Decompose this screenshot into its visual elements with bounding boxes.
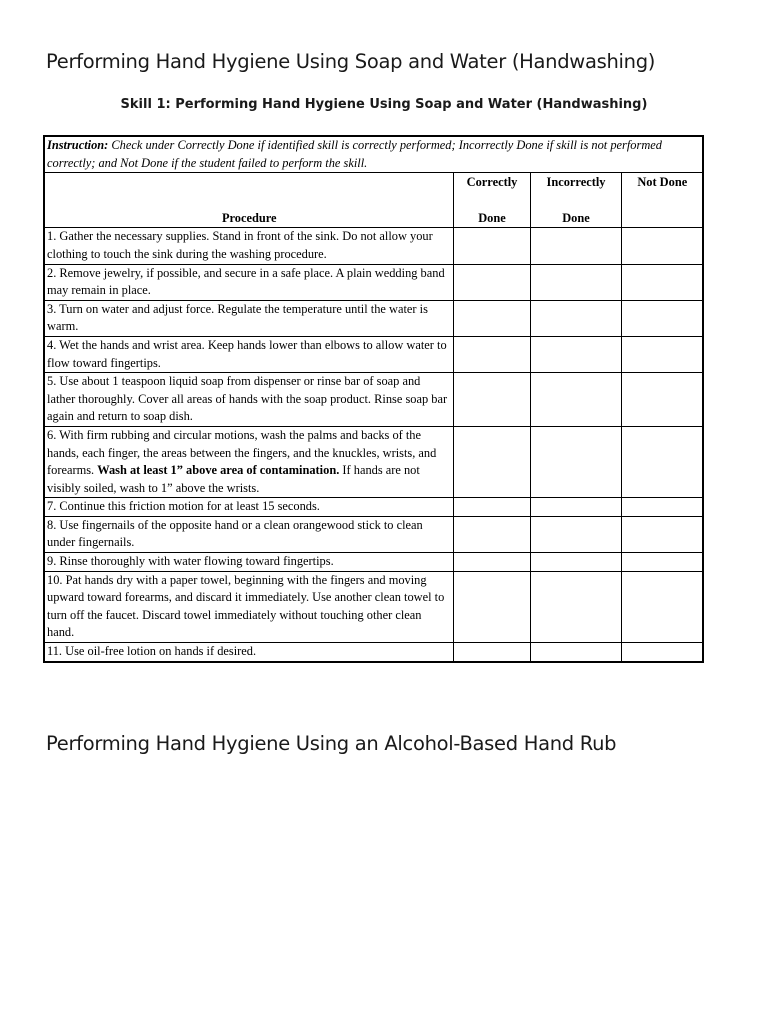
step-text: 9. Rinse thoroughly with water flowing toward fingertips. (44, 553, 453, 572)
incorrectly-done-cell[interactable] (530, 373, 621, 427)
incorrectly-done-cell[interactable] (530, 426, 621, 497)
step-row (44, 228, 703, 264)
header-correctly-line1: Correctly (466, 175, 518, 190)
step-row (44, 426, 703, 497)
not-done-cell[interactable] (621, 643, 703, 662)
not-done-cell[interactable] (621, 516, 703, 552)
not-done-cell[interactable] (621, 228, 703, 264)
step-text: 10. Pat hands dry with a paper towel, beginning with the fingers and moving upward toward forearms, and discard it immediately. Use another clean towel to turn off the faucet. Discard towel immediately without touching other clean hand. (44, 571, 453, 642)
header-correctly-done (453, 173, 530, 228)
correctly-done-cell[interactable] (453, 516, 530, 552)
correctly-done-cell[interactable] (453, 336, 530, 372)
step-row (44, 336, 703, 372)
incorrectly-done-cell[interactable] (530, 643, 621, 662)
not-done-cell[interactable] (621, 498, 703, 517)
correctly-done-cell[interactable] (453, 426, 530, 497)
not-done-cell[interactable] (621, 264, 703, 300)
incorrectly-done-cell[interactable] (530, 516, 621, 552)
not-done-cell[interactable] (621, 553, 703, 572)
incorrectly-done-cell[interactable] (530, 264, 621, 300)
not-done-cell[interactable] (621, 300, 703, 336)
instruction-label: Instruction: (47, 138, 109, 152)
header-incorrectly-done (530, 173, 621, 228)
incorrectly-done-cell[interactable] (530, 553, 621, 572)
incorrectly-done-cell[interactable] (530, 571, 621, 642)
correctly-done-cell[interactable] (453, 643, 530, 662)
step-text: 1. Gather the necessary supplies. Stand in front of the sink. Do not allow your clothing to touch the sink during the washing procedure. (44, 228, 453, 264)
step-text: 8. Use fingernails of the opposite hand or a clean orangewood stick to clean under fingernails. (44, 516, 453, 552)
correctly-done-cell[interactable] (453, 498, 530, 517)
step-row (44, 553, 703, 572)
step-row (44, 643, 703, 662)
step-text: 5. Use about 1 teaspoon liquid soap from dispenser or rinse bar of soap and lather thoroughly. Cover all areas of hands with the soap product. Rinse soap bar again and return to soap dish. (44, 373, 453, 427)
step-text: 11. Use oil-free lotion on hands if desired. (44, 643, 453, 662)
correctly-done-cell[interactable] (453, 300, 530, 336)
step-text: 7. Continue this friction motion for at least 15 seconds. (44, 498, 453, 517)
correctly-done-cell[interactable] (453, 571, 530, 642)
incorrectly-done-cell[interactable] (530, 336, 621, 372)
header-incorrectly-line2: Done (562, 210, 590, 225)
header-not-done (621, 173, 703, 228)
step-row (44, 373, 703, 427)
step-text: 2. Remove jewelry, if possible, and secure in a safe place. A plain wedding band may remain in place. (44, 264, 453, 300)
step-row (44, 498, 703, 517)
step-row (44, 300, 703, 336)
step-row (44, 516, 703, 552)
step-text (44, 426, 453, 497)
incorrectly-done-cell[interactable] (530, 228, 621, 264)
not-done-cell[interactable] (621, 426, 703, 497)
step-row (44, 571, 703, 642)
instruction-row (44, 136, 703, 173)
header-correctly-line2: Done (478, 210, 506, 225)
not-done-cell[interactable] (621, 571, 703, 642)
correctly-done-cell[interactable] (453, 373, 530, 427)
header-not-done-text: Not Done (637, 175, 688, 190)
correctly-done-cell[interactable] (453, 228, 530, 264)
step-row (44, 264, 703, 300)
step-6-text-bold: Wash at least 1” above area of contamination. (97, 463, 340, 478)
section-title-alcohol-hand-rub: Performing Hand Hygiene Using an Alcohol-Based Hand Rub (46, 732, 617, 755)
step-text: 3. Turn on water and adjust force. Regulate the temperature until the water is warm. (44, 300, 453, 336)
incorrectly-done-cell[interactable] (530, 300, 621, 336)
step-text: 4. Wet the hands and wrist area. Keep hands lower than elbows to allow water to flow toward fingertips. (44, 336, 453, 372)
header-row (44, 173, 703, 228)
header-incorrectly-line1: Incorrectly (546, 175, 606, 190)
step-6-text-b: If hands are not visibly soiled, wash to 1” above the wrists. (47, 463, 420, 495)
page-title: Performing Hand Hygiene Using Soap and Water (Handwashing) (46, 50, 656, 73)
skill-heading (0, 97, 768, 112)
header-procedure: Procedure (44, 173, 453, 228)
skill-heading-text: Skill 1: Performing Hand Hygiene Using Soap and Water (Handwashing) (120, 97, 648, 112)
correctly-done-cell[interactable] (453, 264, 530, 300)
step-6-text-a: 6. With firm rubbing and circular motions, wash the palms and backs of the hands, each finger, the areas between the fingers, and the knuckles, wrists, and forearms. (47, 427, 437, 478)
skill-checklist-table (43, 135, 704, 663)
instruction-text: Check under Correctly Done if identified skill is correctly performed; Incorrectly Done if skill is not performed correctly; and Not Done if the student failed to perform the skill. (47, 138, 662, 170)
instruction-cell (44, 136, 703, 173)
not-done-cell[interactable] (621, 373, 703, 427)
incorrectly-done-cell[interactable] (530, 498, 621, 517)
not-done-cell[interactable] (621, 336, 703, 372)
correctly-done-cell[interactable] (453, 553, 530, 572)
